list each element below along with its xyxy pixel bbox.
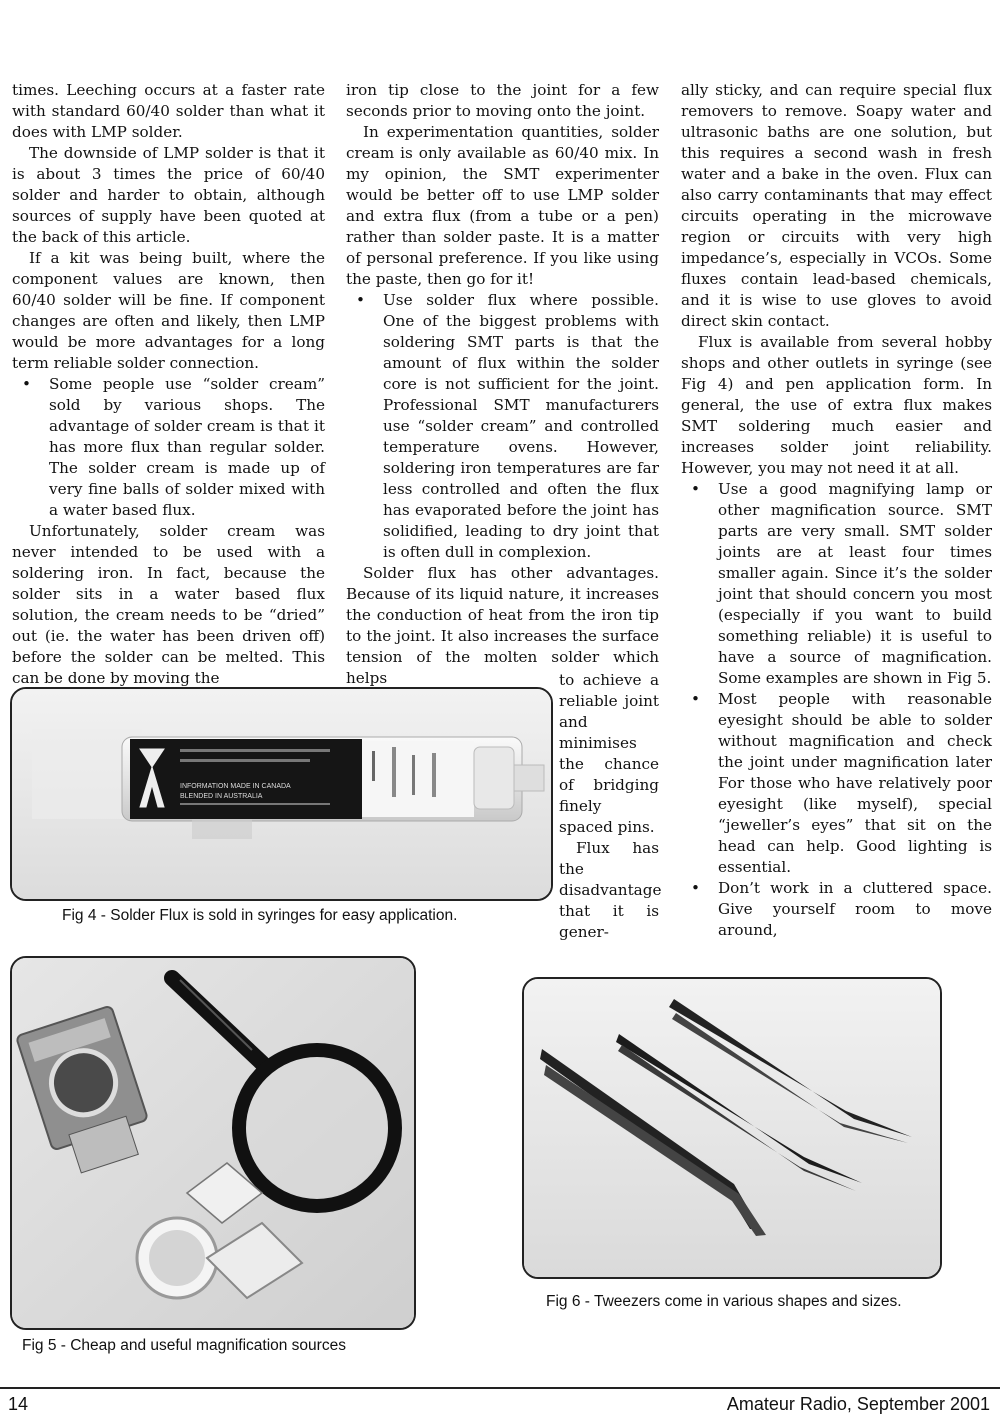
fig6-caption: Fig 6 - Tweezers come in various shapes and sizes. [546, 1293, 902, 1310]
col3-bullet-list [681, 479, 992, 941]
fig5-caption: Fig 5 - Cheap and useful magnification sources [22, 1337, 346, 1354]
svg-text:INFORMATION MADE IN CANADA: INFORMATION MADE IN CANADA [180, 783, 291, 790]
col3-bullet-eyesight: • Most people with reasonable eyesight should be able to solder without magnification and check the joint under magnification later For those who have relatively poor eyesight (like myself), special “jeweller’s eyes” that sit on the head can help. Good lighting is essential. [681, 689, 992, 878]
column-2 [346, 80, 659, 689]
col2-bullet-solder-flux: • Use solder flux where possible. One of the biggest problems with soldering SMT parts is that the amount of flux within the solder core is not sufficient for the joint. Professional SMT manufacturers use “solder cream” and controlled temperature ovens. However, soldering iron temperatures are far less controlled and often the flux has evaporated before the joint has solidified, leading to dry joint that is often dull in complexion. [346, 290, 659, 563]
col2-paragraph-3: Solder flux has other advantages. Because of its liquid nature, it increases the conduction of heat from the iron tip to the joint. It also increases the surface tension of the molten solder which helps [346, 564, 659, 687]
syringe-illustration [12, 689, 551, 899]
col3-bullet-workspace: • Don’t work in a cluttered space. Give yourself room to move around, [681, 878, 992, 941]
col1-paragraph-3: If a kit was being built, where the component values are known, then 60/40 solder will be fine. If component changes are often and likely, then LMP would be more advantages for a long term reliable solder connection. [12, 249, 325, 372]
col3-paragraph-1: ally sticky, and can require special flux removers to remove. Soapy water and ultrasonic baths are one solution, but this requires a second wash in fresh water and a bake in the oven. Flux can also carry contaminants that may effect circuits operating in the microwave region or circuits with very high impedance’s, especially in VCOs. Some fluxes contain lead-based chemicals, and it is wise to use gloves to avoid direct skin contact. [681, 81, 992, 330]
column-3 [681, 80, 992, 941]
fig4-photo-syringe [10, 687, 553, 901]
column-2-continuation [559, 670, 662, 943]
page-number: 14 [8, 1394, 29, 1414]
column-1 [12, 80, 325, 689]
col1-paragraph-1: times. Leeching occurs at a faster rate with standard 60/40 solder than what it does with LMP solder. [12, 81, 325, 141]
col1-paragraph-4: Unfortunately, solder cream was never intended to be used with a soldering iron. In fact, because the solder sits in a water based flux solution, the cream needs to be “dried” out (ie. the water has been driven off) before the solder can be melted. This can be done by moving the [12, 522, 325, 687]
fig6-photo-tweezers [522, 977, 942, 1279]
svg-text:BLENDED IN AUSTRALIA: BLENDED IN AUSTRALIA [180, 793, 263, 800]
footer-rule [0, 1387, 1000, 1389]
magnifiers-illustration [12, 958, 414, 1328]
col2-paragraph-3-continued: to achieve a reliable joint and minimises the chance of bridging finely spaced pins. [559, 671, 659, 836]
col1-bullet-solder-cream: • Some people use “solder cream” sold by various shops. The advantage of solder cream is that it has more flux than regular solder. The solder cream is made up of very fine balls of solder mixed with a water based flux. [12, 374, 325, 521]
fig4-caption: Fig 4 - Solder Flux is sold in syringes for easy application. [62, 907, 458, 924]
col2-paragraph-2: In experimentation quantities, solder cream is only available as 60/40 mix. In my opinion, the SMT experimenter would be better off to use LMP solder and extra flux (from a tube or a pen) rather than solder paste. It is a matter of personal preference. If you like using the paste, then go for it! [346, 123, 659, 288]
col3-bullet-magnification: • Use a good magnifying lamp or other magnification source. SMT parts are very small. SMT solder joints are at least four times smaller again. Since it’s the solder joint that should concern you most (especially if you want to build something reliable) it is useful to have a source of magnification. Some examples are shown in Fig 5. [681, 479, 992, 689]
col3-paragraph-2: Flux is available from several hobby shops and other outlets in syringe (see Fig 4) and pen application form. In general, the use of extra flux makes SMT soldering much easier and increases solder joint reliability. However, you may not need it at all. [681, 333, 992, 477]
col2-paragraph-1: iron tip close to the joint for a few seconds prior to moving onto the joint. [346, 81, 659, 120]
col2-paragraph-4: Flux has the disadvantage that it is gener- [559, 839, 662, 941]
col1-bullet-list [12, 374, 325, 521]
col1-paragraph-2: The downside of LMP solder is that it is about 3 times the price of 60/40 solder and harder to obtain, although sources of supply have been quoted at the back of this article. [12, 144, 325, 246]
publication-title: Amateur Radio, September 2001 [726, 1394, 990, 1414]
tweezers-illustration [524, 979, 940, 1277]
col2-bullet-list [346, 290, 659, 563]
fig5-photo-magnifiers [10, 956, 416, 1330]
